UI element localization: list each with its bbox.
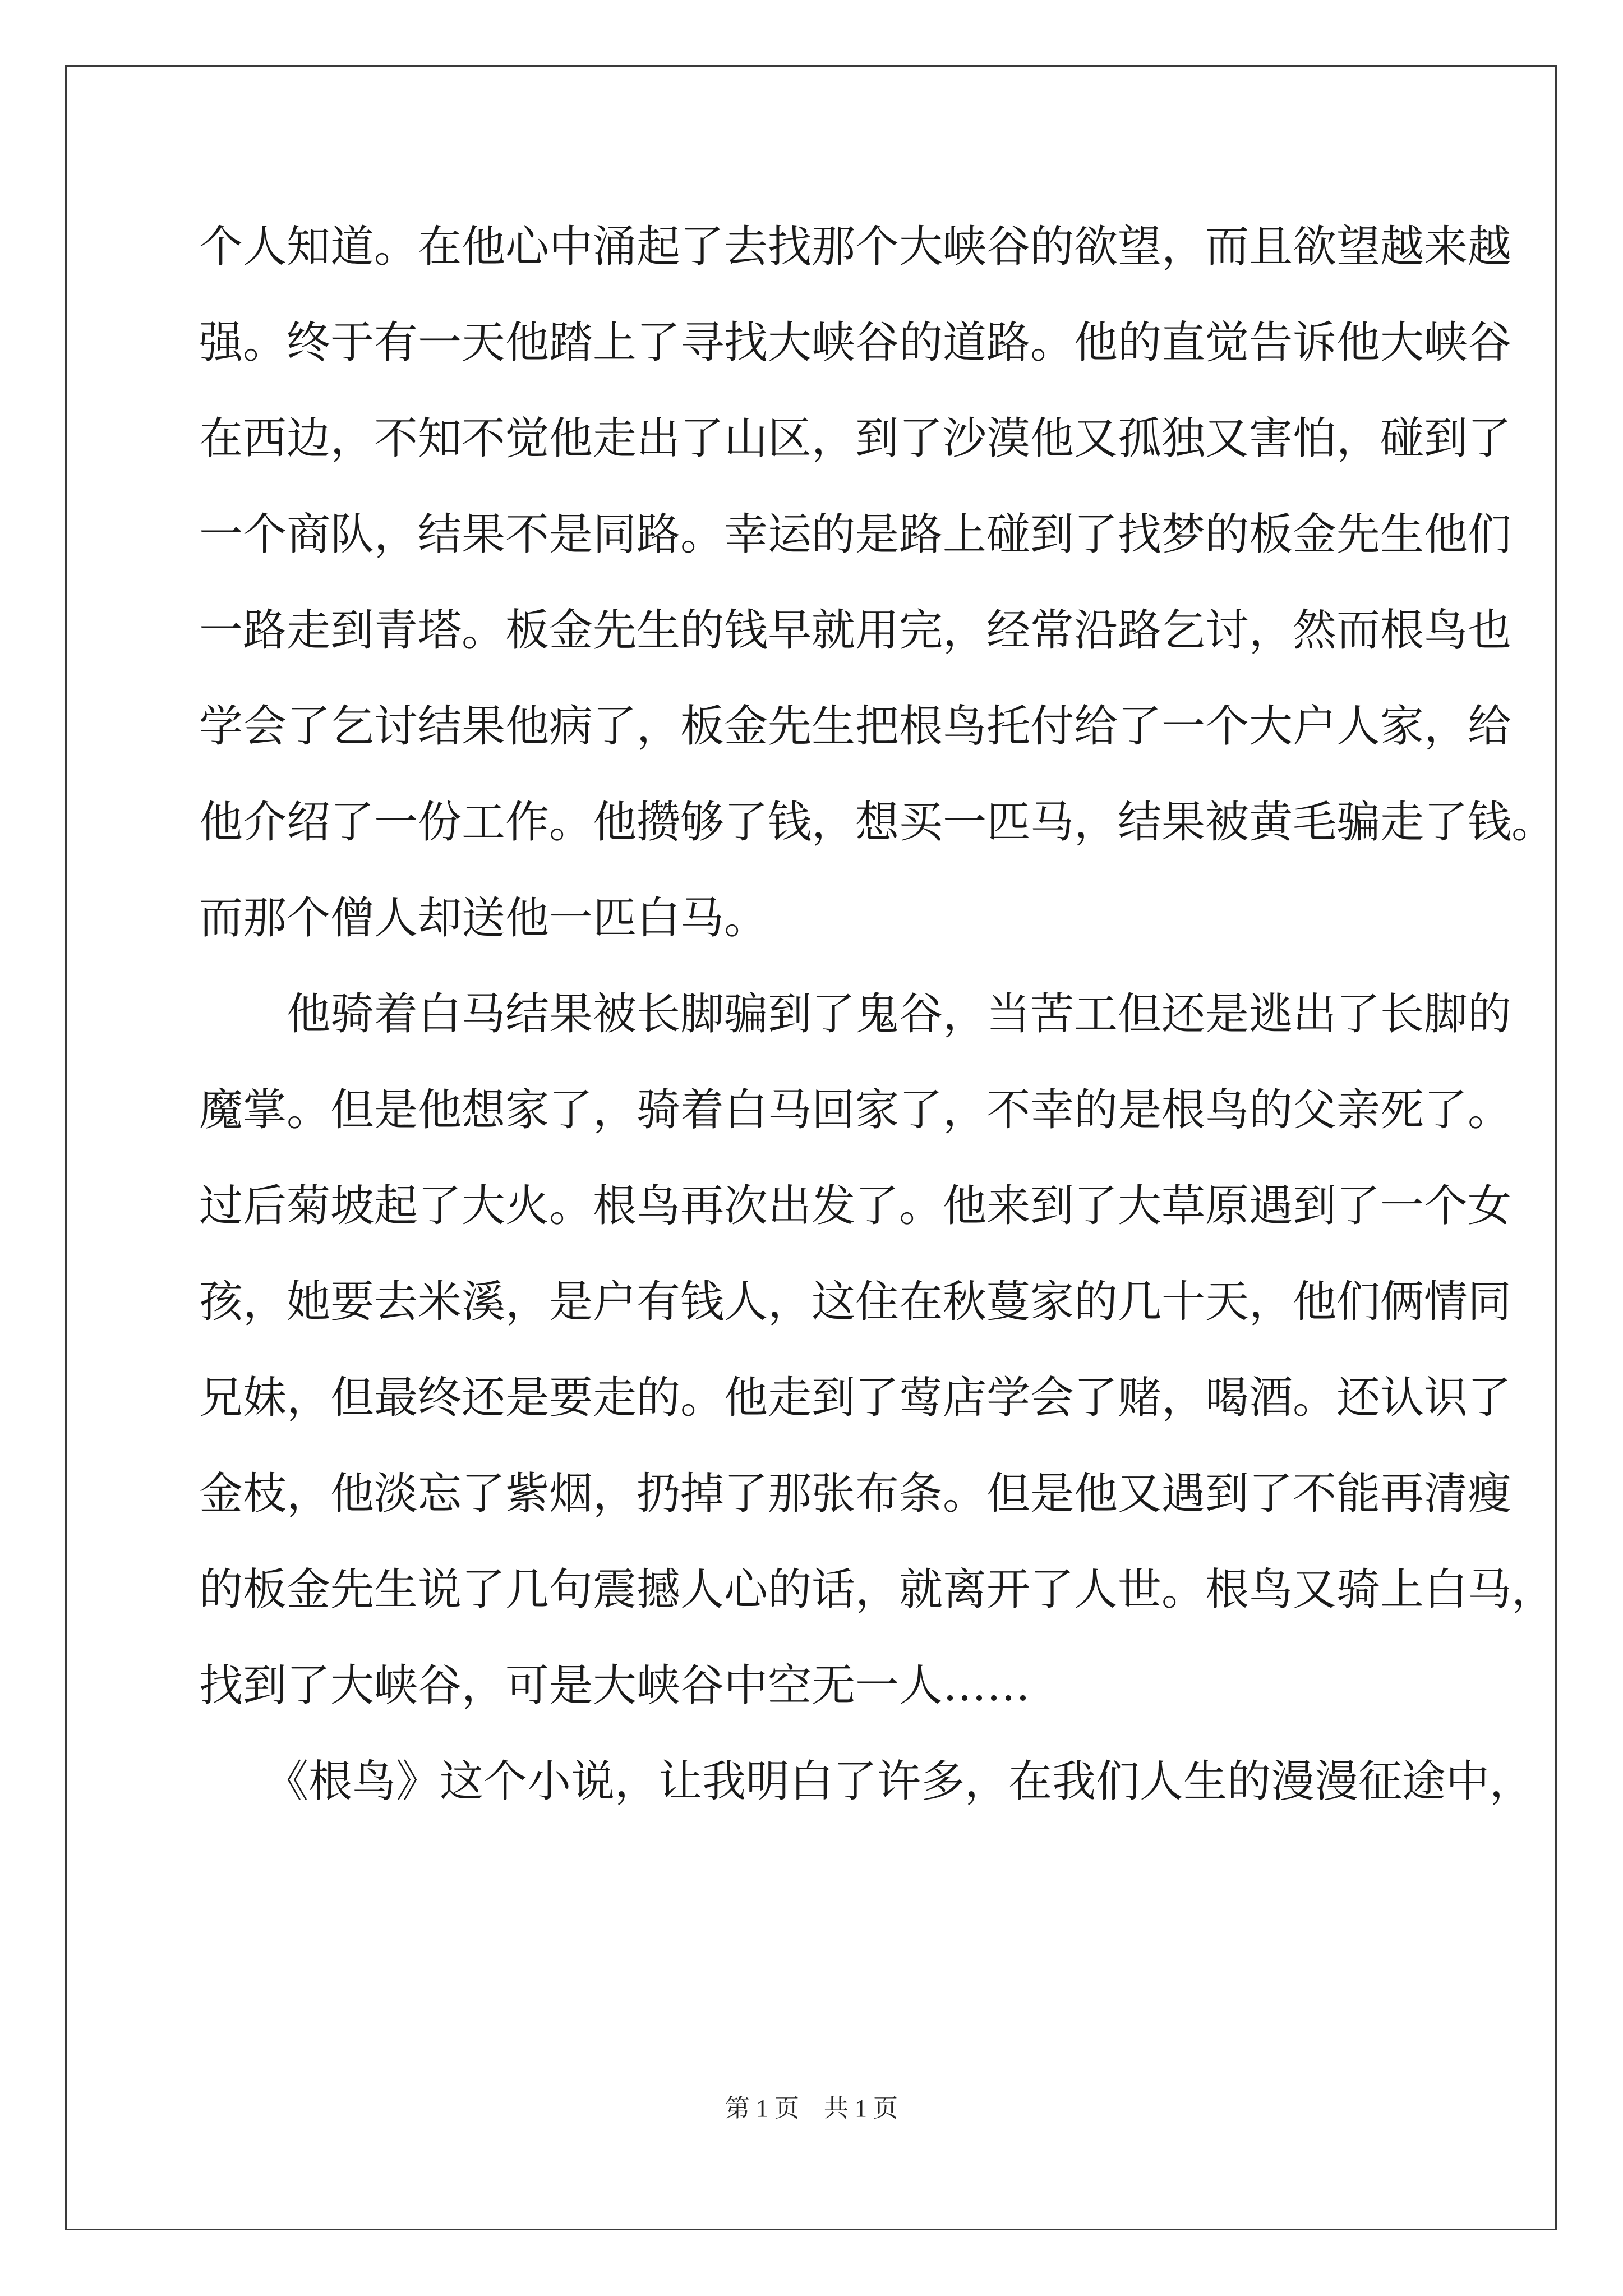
text-line: 找到了大峡谷，可是大峡谷中空无一人…… bbox=[199, 1660, 1031, 1711]
text-line: 他介绍了一份工作。他攒够了钱，想买一匹马，结果被黄毛骗走了钱。 bbox=[199, 797, 1556, 848]
page-number-footer: 第 1 页 共 1 页 bbox=[725, 2095, 898, 2122]
text-line: 他骑着白马结果被长脚骗到了鬼谷，当苦工但还是逃出了长脚的 bbox=[199, 989, 1512, 1039]
document-body bbox=[199, 199, 1556, 1830]
text-line: 《根鸟》这个小说，让我明白了许多，在我们人生的漫漫征途中， bbox=[199, 1756, 1534, 1807]
text-line: 强。终于有一天他踏上了寻找大峡谷的道路。他的直觉告诉他大峡谷 bbox=[199, 318, 1512, 368]
text-line: 个人知道。在他心中涌起了去找那个大峡谷的欲望，而且欲望越来越 bbox=[199, 222, 1512, 272]
text-line: 过后菊坡起了大火。根鸟再次出发了。他来到了大草原遇到了一个女 bbox=[199, 1181, 1512, 1231]
text-line: 一个商队，结果不是同路。幸运的是路上碰到了找梦的板金先生他们 bbox=[199, 509, 1512, 560]
text-line: 一路走到青塔。板金先生的钱早就用完，经常沿路乞讨，然而根鸟也 bbox=[199, 605, 1512, 656]
text-line: 魔掌。但是他想家了，骑着白马回家了，不幸的是根鸟的父亲死了。 bbox=[199, 1085, 1512, 1135]
text-line: 在西边，不知不觉他走出了山区，到了沙漠他又孤独又害怕，碰到了 bbox=[199, 413, 1512, 464]
text-line: 而那个僧人却送他一匹白马。 bbox=[199, 893, 768, 944]
text-line: 的板金先生说了几句震撼人心的话，就离开了人世。根鸟又骑上白马， bbox=[199, 1565, 1556, 1615]
text-line: 学会了乞讨结果他病了，板金先生把根鸟托付给了一个大户人家，给 bbox=[199, 701, 1512, 752]
text-line: 金枝，他淡忘了紫烟，扔掉了那张布条。但是他又遇到了不能再清瘦 bbox=[199, 1469, 1512, 1519]
text-line: 孩，她要去米溪，是户有钱人，这住在秋蔓家的几十天，他们俩情同 bbox=[199, 1277, 1512, 1327]
text-line: 兄妹，但最终还是要走的。他走到了莺店学会了赌，喝酒。还认识了 bbox=[199, 1373, 1512, 1423]
